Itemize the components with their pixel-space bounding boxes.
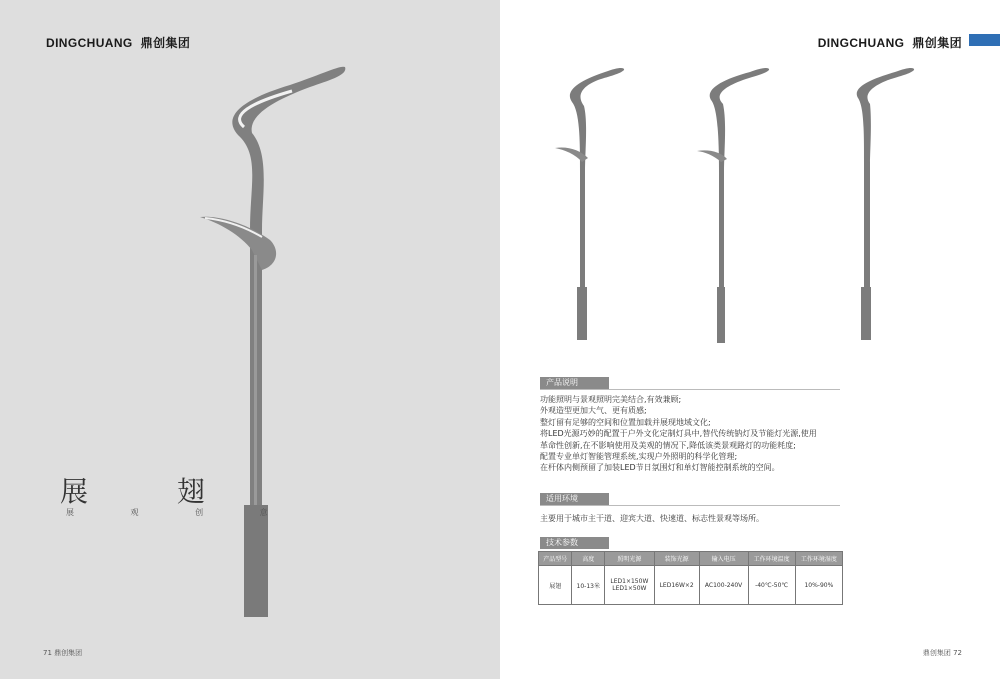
description-line: 将LED光源巧妙的配置于户外文化定制灯具中,替代传统钠灯及节能灯光源,使用	[540, 429, 817, 439]
cell-temperature: -40℃-50℃	[748, 566, 795, 605]
light-source-2: LED1×50W	[612, 585, 647, 592]
cell-decor-source: LED16W×2	[654, 566, 699, 605]
description-line: 在杆体内侧预留了加装LED节日氛围灯和单灯智能控制系统的空间。	[540, 463, 780, 473]
application-text: 主要用于城市主干道、迎宾大道、快速道、标志性景观等场所。	[540, 514, 764, 523]
product-title: 展 翅	[60, 475, 245, 508]
accent-bar	[969, 34, 1000, 46]
table-header: 装饰光源	[654, 552, 699, 566]
cell-model: 展翅	[539, 566, 572, 605]
description-line: 外观造型更加大气、更有质感;	[540, 406, 647, 416]
street-lamp-front-view	[550, 62, 630, 342]
description-line: 整灯留有足够的空间和位置加载并展现地域文化;	[540, 417, 711, 427]
street-lamp-large-illustration	[180, 55, 360, 625]
section-heading-description: 产品说明	[540, 377, 609, 389]
brand-name-cn: 鼎创集团	[140, 36, 191, 50]
description-line: 配置专业单灯智能管理系统,实现户外照明的科学化管理;	[540, 452, 738, 462]
cell-light-source	[605, 566, 654, 605]
table-header: 高度	[572, 552, 605, 566]
section-heading-application: 适用环境	[540, 493, 609, 505]
table-header: 输入电压	[699, 552, 748, 566]
table-header: 工作环境温度	[748, 552, 795, 566]
table-header-row	[539, 552, 843, 566]
product-subtitle: 展 观 创 意	[66, 508, 295, 517]
table-header: 工作环境湿度	[795, 552, 842, 566]
right-page	[500, 0, 1000, 679]
cell-humidity: 10%-90%	[795, 566, 842, 605]
brand-logo-left	[46, 34, 190, 51]
brand-logo-right	[818, 34, 962, 51]
specs-table	[538, 551, 843, 605]
page-number-right: 鼎创集团 72	[922, 649, 962, 657]
brand-name: DINGCHUANG	[817, 36, 905, 50]
light-source-1: LED1×150W	[610, 578, 649, 585]
brand-name: DINGCHUANG	[46, 36, 133, 50]
street-lamp-side-view	[695, 62, 775, 347]
page-number-left: 71 鼎创集团	[43, 649, 83, 657]
section-heading-specs: 技术参数	[540, 537, 609, 549]
table-header: 产品型号	[539, 552, 572, 566]
brand-name-cn: 鼎创集团	[912, 36, 962, 50]
description-line: 功能照明与景观照明完美结合,有效兼顾;	[540, 395, 682, 404]
divider	[540, 505, 840, 506]
description-line: 革命性创新,在不影响使用及美观的情况下,降低该类景观路灯的功能耗度;	[540, 440, 796, 450]
table-row	[539, 566, 843, 605]
divider	[540, 389, 840, 390]
street-lamp-back-view	[840, 62, 920, 342]
cell-height: 10-13米	[572, 566, 605, 605]
product-description-text	[540, 394, 840, 474]
cell-voltage: AC100-240V	[699, 566, 748, 605]
table-header: 照明光源	[605, 552, 654, 566]
